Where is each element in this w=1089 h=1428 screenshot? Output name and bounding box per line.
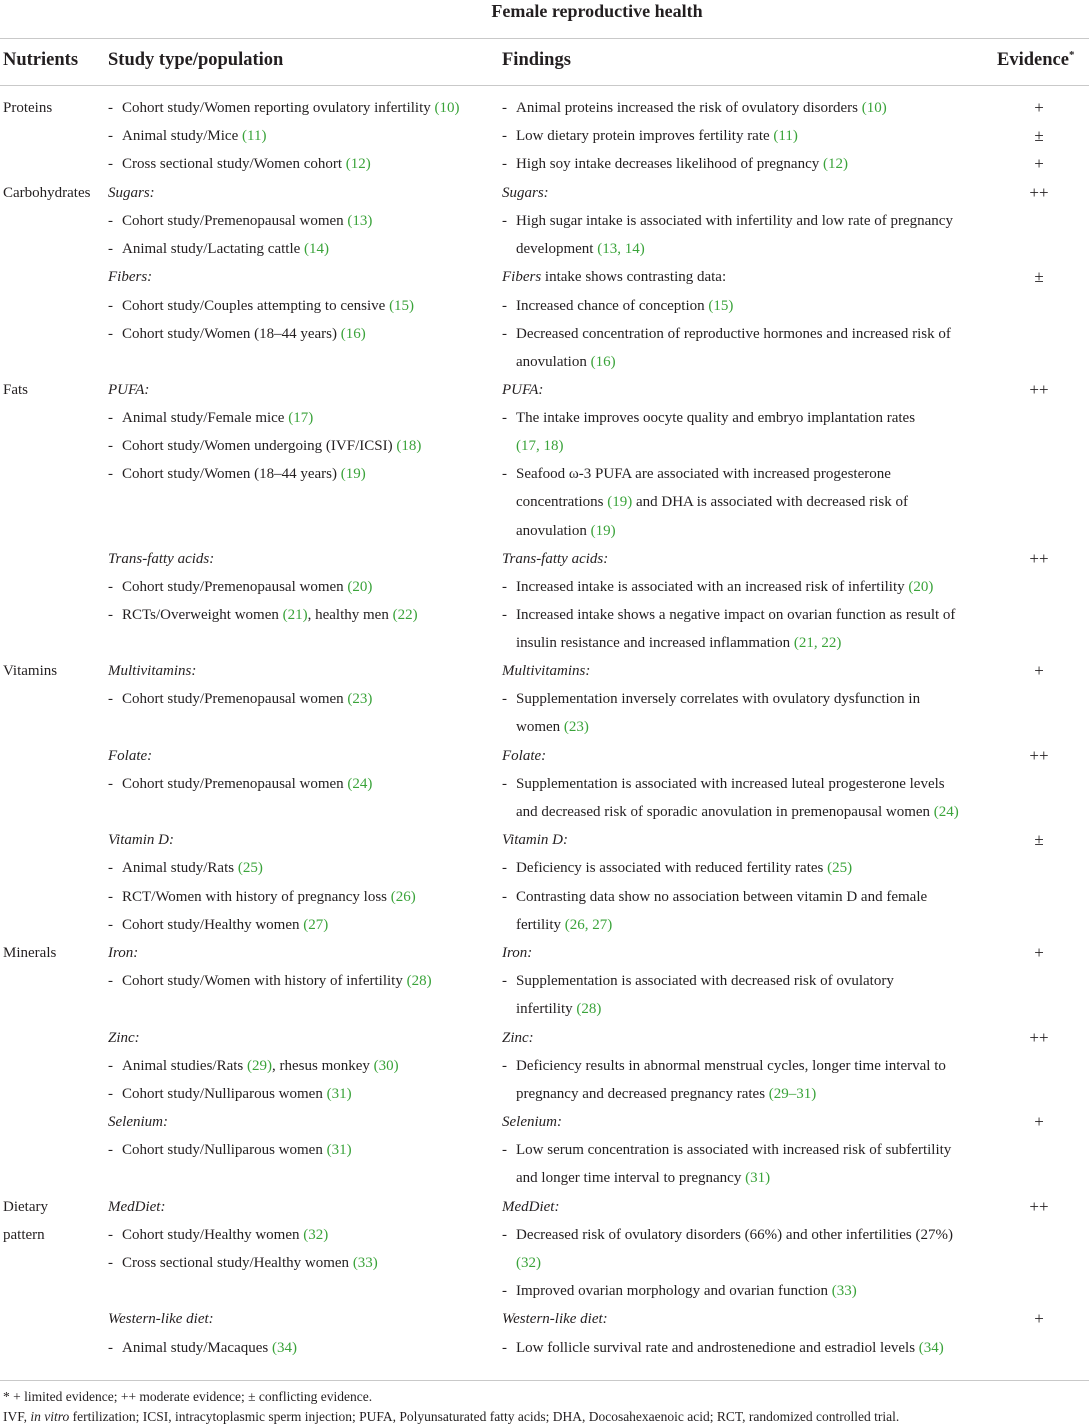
study-cell: - RCT/Women with history of pregnancy loss (26) [108,889,416,905]
citation-ref: (13, 14) [597,241,645,257]
citation-ref: (24) [933,804,959,820]
citation-ref: (17) [288,410,314,426]
citation-ref: (34) [271,1340,297,1356]
footnote-abbreviations: IVF, in vitro fertilization; ICSI, intracytoplasmic sperm injection; PUFA, Polyunsaturated fatty acids; DHA, Docosahexaenoic acid; RCT, randomized controlled trial. [3,1409,900,1424]
finding-cell [502,432,564,460]
study-cell: - Animal study/Mice (11) [108,128,267,144]
finding-cell: - Low follicle survival rate and androstenedione and estradiol levels (34) [502,1340,944,1356]
citation-ref: (34) [918,1340,944,1356]
study-cell: Fibers: [108,269,153,285]
citation-ref: (10) [434,100,460,116]
citation-ref: (15) [708,298,734,314]
header-rule [0,85,1089,86]
citation-ref: (24) [347,776,373,792]
finding-cell: - Deficiency is associated with reduced fertility rates (25) [502,860,853,876]
citation-ref: (25) [237,860,263,876]
finding-cell: - The intake improves oocyte quality and embryo implantation rates [502,410,916,426]
citation-ref: (13) [347,213,373,229]
finding-cell: Vitamin D: [502,832,568,848]
finding-cell: Western-like diet: [502,1311,608,1327]
citation-ref: (26, 27) [564,917,613,933]
header-nutrients: Nutrients [3,50,79,70]
header-findings: Findings [502,50,571,70]
citation-ref: (31) [745,1170,771,1186]
citation-ref: (32) [516,1255,541,1271]
nutrient-label: pattern [3,1227,45,1243]
finding-cell: concentrations (19) and DHA is associated with decreased risk of [516,494,908,510]
finding-cell: Selenium: [502,1114,562,1130]
finding-cell: anovulation (16) [516,354,616,370]
evidence-cell: ± [1034,126,1044,145]
citation-ref: (33) [352,1255,378,1271]
study-cell: PUFA: [108,382,150,398]
study-cell: - Cohort study/Healthy women (27) [108,917,329,933]
study-cell: Western-like diet: [108,1311,214,1327]
finding-cell: Zinc: [502,1030,534,1046]
finding-cell: insulin resistance and increased inflammation (21, 22) [516,635,842,651]
study-cell: - Cohort study/Women undergoing (IVF/ICSI) (18) [108,438,422,454]
finding-cell: development (13, 14) [516,241,645,257]
finding-cell: fertility (26, 27) [516,917,613,933]
citation-ref: (22) [392,607,418,623]
citation-ref: (16) [590,354,616,370]
study-cell: Trans-fatty acids: [108,551,215,567]
finding-cell: - Seafood ω-3 PUFA are associated with increased progesterone [502,466,891,482]
finding-cell: - Supplementation is associated with increased luteal progesterone levels [502,776,945,792]
finding-cell: Folate: [502,748,547,764]
finding-cell: - Decreased risk of ovulatory disorders (66%) and other infertilities (27%) [502,1227,953,1243]
finding-cell: - Increased intake is associated with an increased risk of infertility (20) [502,579,934,595]
finding-cell: Trans-fatty acids: [502,551,609,567]
citation-ref: (20) [908,579,934,595]
finding-cell: - High sugar intake is associated with infertility and low rate of pregnancy [502,213,953,229]
finding-cell: PUFA: [502,382,544,398]
finding-cell: - Deficiency results in abnormal menstrual cycles, longer time interval to [502,1058,946,1074]
study-cell: Vitamin D: [108,832,174,848]
citation-ref: (25) [827,860,853,876]
study-cell: - Animal studies/Rats (29), rhesus monkey (30) [108,1058,399,1074]
study-cell: - Cohort study/Women (18–44 years) (16) [108,326,366,342]
citation-ref: (19) [590,523,616,539]
citation-ref: (33) [831,1283,857,1299]
finding-cell: pregnancy and decreased pregnancy rates (29–31) [516,1086,817,1102]
evidence-cell: ± [1034,830,1044,849]
finding-cell: Iron: [502,945,533,961]
study-cell: - Animal study/Female mice (17) [108,410,314,426]
citation-ref: (21) [282,607,308,623]
evidence-cell: ++ [1029,183,1049,202]
study-cell: - Animal study/Macaques (34) [108,1340,297,1356]
evidence-cell: + [1034,1112,1044,1131]
finding-cell: - Improved ovarian morphology and ovarian function (33) [502,1283,857,1299]
header-evidence: Evidence* [997,48,1075,70]
citation-ref: (11) [242,128,267,144]
finding-cell [502,1249,541,1277]
finding-cell: - Decreased concentration of reproductive hormones and increased risk of [502,326,951,342]
evidence-cell: ++ [1029,746,1049,765]
citation-ref: (20) [347,579,373,595]
evidence-cell: ± [1034,267,1044,286]
study-cell: - Cross sectional study/Women cohort (12) [108,156,371,172]
finding-cell: - Low dietary protein improves fertility rate (11) [502,128,798,144]
citation-ref: (12) [823,156,848,172]
evidence-cell: ++ [1029,549,1049,568]
finding-cell: women (23) [516,719,589,735]
study-cell: - Cohort study/Premenopausal women (20) [108,579,373,595]
study-cell: - Cohort study/Women (18–44 years) (19) [108,466,366,482]
citation-ref: (30) [373,1058,399,1074]
study-cell: - Cohort study/Women reporting ovulatory infertility (10) [108,100,460,116]
study-cell: Selenium: [108,1114,168,1130]
header-study: Study type/population [108,50,284,70]
evidence-cell: + [1034,661,1044,680]
finding-cell: - Low serum concentration is associated with increased risk of subfertility [502,1142,952,1158]
citation-ref: (26) [390,889,416,905]
finding-cell: anovulation (19) [516,523,616,539]
footnote-evidence-key: * + limited evidence; ++ moderate evidence; ± conflicting evidence. [3,1389,373,1404]
citation-ref: (29) [247,1058,272,1074]
evidence-cell: + [1034,154,1044,173]
study-cell: Sugars: [108,185,155,201]
finding-cell: - Increased intake shows a negative impact on ovarian function as result of [502,607,956,623]
nutrient-label: Minerals [3,945,57,961]
citation-ref: (14) [304,241,330,257]
top-rule [0,38,1089,39]
study-cell: - Cohort study/Couples attempting to censive (15) [108,298,415,314]
citation-ref: (21, 22) [793,635,842,651]
citation-ref: (10) [861,100,887,116]
study-cell: - Cohort study/Nulliparous women (31) [108,1142,352,1158]
study-cell: MedDiet: [108,1199,166,1215]
citation-ref: (18) [396,438,422,454]
bottom-rule [0,1380,1089,1381]
study-cell: Folate: [108,748,153,764]
citation-ref: (28) [576,1001,602,1017]
citation-ref: (11) [773,128,798,144]
evidence-cell: ++ [1029,1197,1049,1216]
citation-ref: (15) [389,298,415,314]
study-cell: Iron: [108,945,139,961]
study-cell: Multivitamins: [108,663,197,679]
citation-ref: (29–31) [768,1086,817,1102]
citation-ref: (32) [303,1227,329,1243]
study-cell: - Animal study/Rats (25) [108,860,263,876]
finding-cell: Multivitamins: [502,663,591,679]
finding-cell: - Supplementation inversely correlates with ovulatory dysfunction in [502,691,921,707]
citation-ref: (19) [340,466,366,482]
finding-cell: - Contrasting data show no association between vitamin D and female [502,889,928,905]
nutrient-label: Vitamins [3,663,58,679]
finding-cell: Sugars: [502,185,549,201]
study-cell: - Cohort study/Premenopausal women (13) [108,213,373,229]
study-cell: - Cohort study/Women with history of infertility (28) [108,973,432,989]
nutrient-label: Dietary [3,1199,48,1215]
study-cell: - Cohort study/Nulliparous women (31) [108,1086,352,1102]
evidence-cell: ++ [1029,1028,1049,1047]
evidence-cell: ++ [1029,380,1049,399]
finding-cell: and decreased risk of sporadic anovulation in premenopausal women (24) [516,804,959,820]
finding-cell: MedDiet: [502,1199,560,1215]
nutrient-label: Carbohydrates [3,185,91,201]
citation-ref: (17, 18) [516,438,564,454]
citation-ref: (12) [345,156,371,172]
study-cell: - Animal study/Lactating cattle (14) [108,241,330,257]
study-cell: - Cohort study/Premenopausal women (23) [108,691,373,707]
nutrient-label: Proteins [3,100,53,116]
finding-cell: - High soy intake decreases likelihood of pregnancy (12) [502,156,848,172]
evidence-cell: + [1034,943,1044,962]
citation-ref: (19) [607,494,633,510]
finding-cell: Fibers intake shows contrasting data: [502,269,727,285]
citation-ref: (27) [303,917,329,933]
finding-cell: - Supplementation is associated with decreased risk of ovulatory [502,973,894,989]
citation-ref: (31) [326,1142,352,1158]
citation-ref: (31) [326,1086,352,1102]
finding-cell: - Increased chance of conception (15) [502,298,734,314]
finding-cell: - Animal proteins increased the risk of ovulatory disorders (10) [502,100,887,116]
study-cell: - Cohort study/Healthy women (32) [108,1227,329,1243]
study-cell: Zinc: [108,1030,140,1046]
evidence-cell: + [1034,1309,1044,1328]
citation-ref: (23) [563,719,589,735]
study-cell: - Cross sectional study/Healthy women (33) [108,1255,378,1271]
citation-ref: (28) [406,973,432,989]
finding-cell: and longer time interval to pregnancy (31) [516,1170,771,1186]
nutrient-label: Fats [3,382,29,398]
citation-ref: (16) [340,326,366,342]
evidence-cell: + [1034,98,1044,117]
study-cell: - Cohort study/Premenopausal women (24) [108,776,373,792]
citation-ref: (23) [347,691,373,707]
finding-cell: infertility (28) [516,1001,602,1017]
table-caption: Female reproductive health [491,1,703,21]
study-cell: - RCTs/Overweight women (21), healthy men (22) [108,607,418,623]
